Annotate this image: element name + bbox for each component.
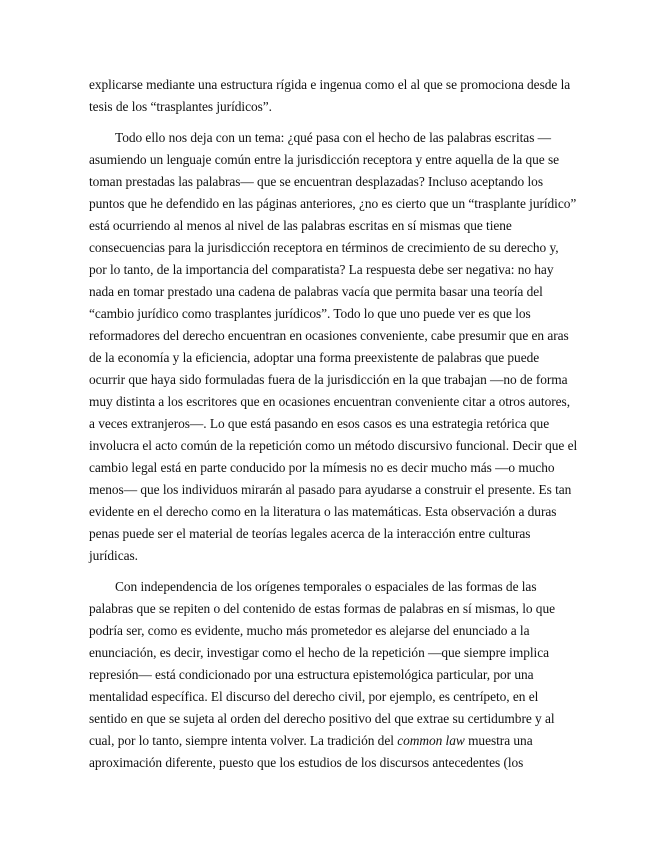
text-line: tesis de los “trasplantes jurídicos”.	[89, 99, 272, 114]
text-segment: cual, por lo tanto, siempre intenta volver. La tradición del	[89, 733, 398, 748]
text-line: mentalidad específica. El discurso del derecho civil, por ejemplo, es centrípeto, en el	[89, 689, 539, 704]
paragraph-first-line: Con independencia de los orígenes temporales o espaciales de las formas de las	[115, 579, 537, 594]
text-line: explicarse mediante una estructura rígida e ingenua como el al que se promociona desde la	[89, 77, 571, 92]
text-line: muy distinta a los escritores que en ocasiones encuentran conveniente citar a otros autores,	[89, 394, 571, 409]
text-line: cambio legal está en parte conducido por la mímesis no es decir mucho más —o mucho	[89, 460, 555, 475]
text-line: menos— que los individuos mirarán al pasado para ayudarse a construir el presente. Es tan	[89, 482, 572, 497]
text-line: penas puede ser el material de teorías legales acerca de la interacción entre culturas	[89, 526, 531, 541]
text-line: nada en tomar prestado una cadena de palabras vacía que permita basar una teoría del	[89, 284, 543, 299]
text-segment: muestra una	[464, 733, 533, 748]
text-line: está ocurriendo al menos al nivel de las palabras escritas en sí mismas que tiene	[89, 218, 512, 233]
text-line: toman prestadas las palabras— que se encuentran desplazadas? Incluso aceptando los	[89, 174, 543, 189]
text-line: enunciación, es decir, investigar como el hecho de la repetición —que siempre implica	[89, 645, 549, 660]
text-line: ocurrir que haya sido formuladas fuera de la jurisdicción en la que trabajan —no de forma	[89, 372, 568, 387]
text-line: palabras que se repiten o del contenido de estas formas de palabras en sí mismas, lo que	[89, 601, 555, 616]
text-line: podría ser, como es evidente, mucho más prometedor es alejarse del enunciado a la	[89, 623, 530, 638]
text-line: aproximación diferente, puesto que los estudios de los discursos antecedentes (los	[89, 755, 524, 770]
paragraph-first-line: Todo ello nos deja con un tema: ¿qué pasa con el hecho de las palabras escritas —	[115, 130, 552, 145]
text-line: asumiendo un lenguaje común entre la jurisdicción receptora y entre aquella de la que se	[89, 152, 560, 167]
text-line: de la economía y la eficiencia, adoptar una forma preexistente de palabras que puede	[89, 350, 540, 365]
text-line: consecuencias para la jurisdicción receptora en términos de crecimiento de su derecho y,	[89, 240, 559, 255]
text-line: reformadores del derecho encuentran en ocasiones conveniente, cabe presumir que en aras	[89, 328, 569, 343]
text-line-with-italic	[89, 733, 533, 749]
italic-term: common law	[397, 733, 465, 748]
text-line: por lo tanto, de la importancia del comparatista? La respuesta debe ser negativa: no hay	[89, 262, 554, 277]
text-line: evidente en el derecho como en la literatura o las matemáticas. Esta observación a duras	[89, 504, 557, 519]
text-line: a veces extranjeros—. Lo que está pasando en esos casos es una estrategia retórica que	[89, 416, 550, 431]
text-line: jurídicas.	[89, 548, 138, 563]
text-line: “cambio jurídico como trasplantes jurídicos”. Todo lo que uno puede ver es que los	[89, 306, 531, 321]
text-line: involucra el acto común de la repetición como un método discursivo funcional. Decir que el	[89, 438, 578, 453]
text-line: puntos que he defendido en las páginas anteriores, ¿no es cierto que un “trasplante jurídico”	[89, 196, 577, 211]
text-line: sentido en que se sujeta al orden del derecho positivo del que extrae su certidumbre y al	[89, 711, 555, 726]
text-line: represión— está condicionado por una estructura epistemológica particular, por una	[89, 667, 534, 682]
